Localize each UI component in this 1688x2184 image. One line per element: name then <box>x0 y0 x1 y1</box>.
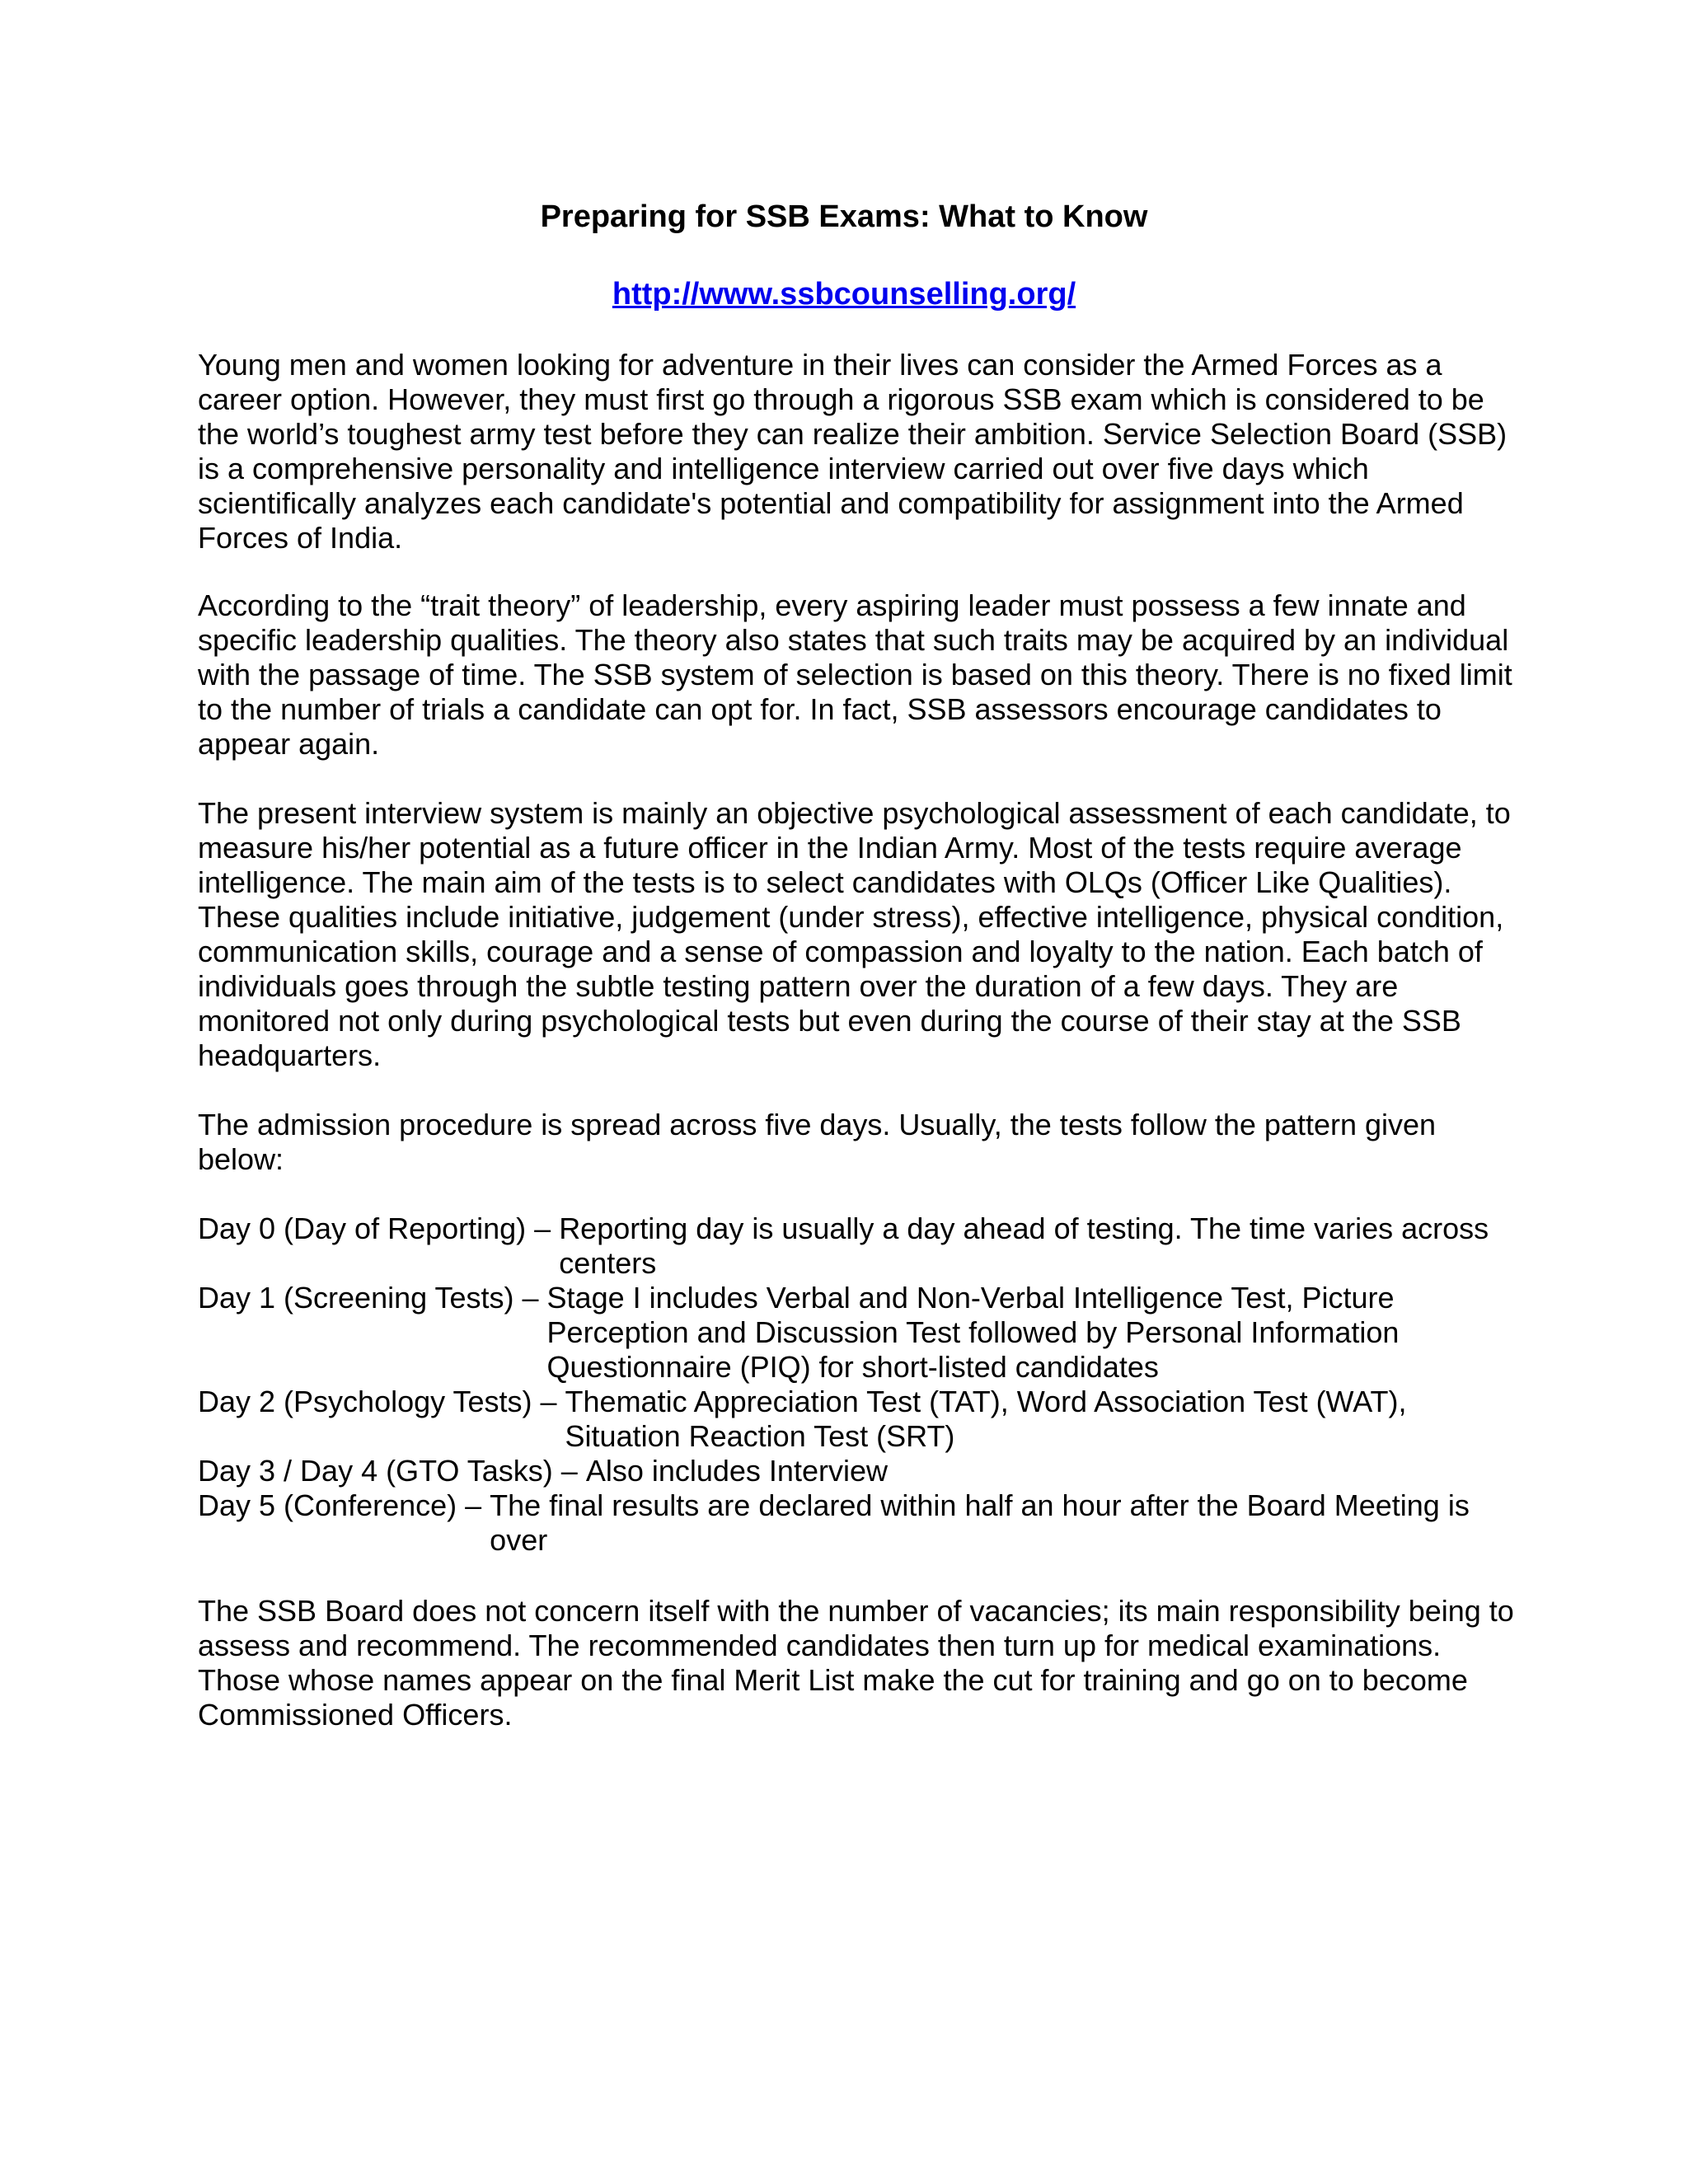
schedule-day-label: Day 5 (Conference) – <box>198 1488 490 1522</box>
paragraph-conclusion: The SSB Board does not concern itself with the number of vacancies; its main responsibility being to assess and recommend. The recommended candidates then turn up for medical examinations. Those whose names appear on the final Merit List make the cut for training and go on to become Commissioned Officers. <box>198 1594 1514 1732</box>
schedule-day-description: Also includes Interview <box>585 1454 888 1488</box>
schedule-day-description: The final results are declared within half an hour after the Board Meeting is over <box>490 1488 1470 1557</box>
schedule-item-day-3-4 <box>198 1454 1517 1488</box>
schedule-item-day-2 <box>198 1385 1517 1454</box>
schedule-day-label: Day 2 (Psychology Tests) – <box>198 1385 565 1418</box>
paragraph-interview-system: The present interview system is mainly an objective psychological assessment of each candidate, to measure his/her potential as a future officer in the Indian Army. Most of the tests require average intelligence. The main aim of the tests is to select candidates with OLQs (Officer Like Qualities). These qualities include initiative, judgement (under stress), effective intelligence, physical condition, communication skills, courage and a sense of compassion and loyalty to the nation. Each batch of individuals goes through the subtle testing pattern over the duration of a few days. They are monitored not only during psychological tests but even during the course of their stay at the SSB headquarters. <box>198 796 1511 1072</box>
paragraph-trait-theory: According to the “trait theory” of leadership, every aspiring leader must possess a few innate and specific leadership qualities. The theory also states that such traits may be acquired by an individual with the passage of time. The SSB system of selection is based on this theory. There is no fixed limit to the number of trials a candidate can opt for. In fact, SSB assessors encourage candidates to appear again. <box>198 588 1512 761</box>
schedule-day-description: Thematic Appreciation Test (TAT), Word Association Test (WAT), Situation Reaction Test (SRT) <box>565 1385 1407 1453</box>
paragraph-intro: Young men and women looking for adventure in their lives can consider the Armed Forces as a career option. However, they must first go through a rigorous SSB exam which is considered to be the world’s toughest army test before they can realize their ambition. Service Selection Board (SSB) is a comprehensive personality and intelligence interview carried out over five days which scientifically analyzes each candidate's potential and compatibility for assignment into the Armed Forces of India. <box>198 348 1507 555</box>
schedule-item-day-5 <box>198 1488 1517 1558</box>
schedule-day-label: Day 0 (Day of Reporting) – <box>198 1212 560 1245</box>
schedule-day-label: Day 1 (Screening Tests) – <box>198 1281 547 1315</box>
schedule-day-description: Stage I includes Verbal and Non-Verbal Intelligence Test, Picture Perception and Discussion Test followed by Personal Information Questionnaire (PIQ) for short-listed candidates <box>546 1281 1400 1384</box>
source-url <box>0 275 1688 313</box>
schedule-day-label: Day 3 / Day 4 (GTO Tasks) – <box>198 1454 586 1488</box>
schedule-day-description: Reporting day is usually a day ahead of testing. The time varies across centers <box>559 1212 1489 1280</box>
schedule-item-day-1 <box>198 1281 1517 1385</box>
schedule-list <box>198 1212 1517 1558</box>
paragraph-admission-procedure: The admission procedure is spread across five days. Usually, the tests follow the pattern given below: <box>198 1108 1437 1176</box>
document-title: Preparing for SSB Exams: What to Know <box>540 199 1148 234</box>
source-link[interactable]: http://www.ssbcounselling.org/ <box>612 277 1076 312</box>
schedule-item-day-0 <box>198 1212 1517 1281</box>
